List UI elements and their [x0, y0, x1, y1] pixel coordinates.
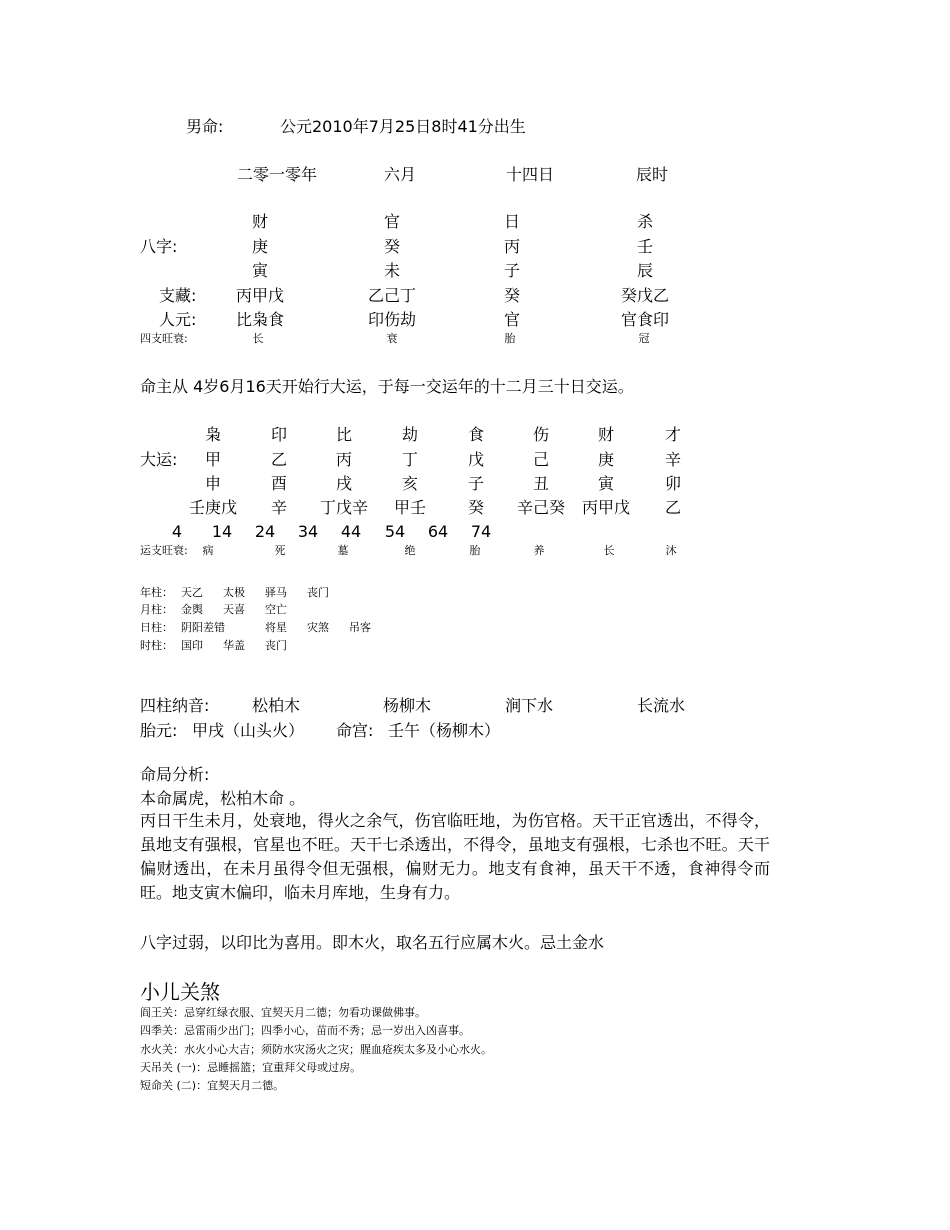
dayun-gan: 丙	[335, 450, 353, 469]
renyuan-hour: 官食印	[620, 310, 670, 329]
shensha-item: 吊客	[349, 621, 371, 634]
tiangan-year: 庚	[251, 237, 269, 256]
dayun-gan: 辛	[664, 450, 682, 469]
dayun-wangshuai: 墓	[337, 544, 349, 557]
dayun-zhi: 申	[204, 474, 222, 493]
tiangan-hour: 壬	[636, 237, 654, 256]
lunar-year: 二零一零年	[236, 165, 318, 184]
dayun-gan: 戊	[467, 450, 485, 469]
dayun-wangshuai: 绝	[404, 544, 416, 557]
dayun-shishen: 食	[467, 425, 485, 444]
taiyuan-label: 胎元:	[140, 721, 178, 740]
shensha-item: 金舆	[181, 603, 203, 616]
renyuan-month: 印伤劫	[367, 310, 417, 329]
dayun-cang: 辛己癸	[516, 498, 566, 517]
dayun-wangshuai: 死	[274, 544, 286, 557]
lunar-month: 六月	[383, 165, 417, 184]
zhicang-year: 丙甲戊	[235, 286, 285, 305]
dayun-shishen: 印	[270, 425, 288, 444]
analysis-title: 命局分析:	[140, 765, 210, 784]
dayun-cang: 癸	[467, 498, 485, 517]
guansha-line: 四季关：忌雷雨少出门；四季小心，苗而不秀；忌一岁出入凶喜事。	[140, 1024, 470, 1037]
shensha-label: 日柱：	[140, 621, 173, 634]
guansha-title: 小儿关煞	[140, 980, 220, 1004]
zhicang-label: 支藏:	[159, 286, 197, 305]
shensha-item: 驿马	[265, 586, 287, 599]
shishen-year: 财	[251, 212, 269, 231]
dayun-gan: 丁	[401, 450, 419, 469]
wangshuai-month: 衰	[386, 332, 398, 345]
dayun-gan: 己	[532, 450, 550, 469]
lunar-hour: 辰时	[635, 165, 669, 184]
dayun-gan: 乙	[270, 450, 288, 469]
shensha-item: 灾煞	[307, 621, 329, 634]
dayun-gan: 甲	[204, 450, 222, 469]
dayun-wangshuai: 长	[603, 544, 615, 557]
dayun-cang: 丙甲戊	[581, 498, 631, 517]
analysis-zodiac: 本命属虎，松柏木命 。	[140, 789, 306, 808]
dayun-wangshuai: 养	[533, 544, 545, 557]
dayun-age: 64	[427, 522, 449, 541]
dayun-cang: 丁戊辛	[319, 498, 369, 517]
shensha-item: 阴阳差错	[181, 621, 225, 634]
tiangan-month: 癸	[383, 237, 401, 256]
dizhi-day: 子	[503, 261, 521, 280]
nayin-label: 四柱纳音:	[140, 696, 210, 715]
shensha-item: 天喜	[223, 603, 245, 616]
guansha-line: 水火关：水火小心大吉；须防水灾汤火之灾；腥血疮疾太多及小心水火。	[140, 1043, 492, 1056]
shishen-hour: 杀	[636, 212, 654, 231]
dayun-age: 14	[211, 522, 233, 541]
shensha-item: 华盖	[223, 639, 245, 652]
shensha-item: 太极	[223, 586, 245, 599]
dizhi-month: 未	[383, 261, 401, 280]
shensha-item: 将星	[265, 621, 287, 634]
dayun-intro: 命主从 4岁6月16天开始行大运，于每一交运年的十二月三十日交运。	[140, 377, 634, 396]
shensha-label: 时柱：	[140, 639, 173, 652]
dayun-shishen: 财	[597, 425, 615, 444]
guansha-line: 阎王关：忌穿红绿衣服、宜契天月二德；勿看功课做佛事。	[140, 1006, 426, 1019]
dayun-zhi: 酉	[270, 474, 288, 493]
gender-label: 男命:	[186, 117, 224, 136]
shensha-item: 天乙	[181, 586, 203, 599]
dayun-wangshuai: 沐	[665, 544, 677, 557]
tiangan-day: 丙	[503, 237, 521, 256]
dayun-label: 大运:	[140, 450, 178, 469]
dayun-wangshuai-label: 运支旺衰:	[140, 544, 188, 557]
dayun-shishen: 枭	[204, 425, 222, 444]
dayun-shishen: 比	[335, 425, 353, 444]
wangshuai-label: 四支旺衰:	[140, 332, 188, 345]
nayin-month: 杨柳木	[383, 696, 432, 715]
guansha-line: 天吊关 (一)：忌睡摇篮；宜重拜父母或过房。	[140, 1061, 362, 1074]
dayun-cang: 甲壬	[393, 498, 427, 517]
renyuan-label: 人元:	[159, 310, 197, 329]
shensha-item: 国印	[181, 639, 203, 652]
dizhi-hour: 辰	[636, 261, 654, 280]
analysis-conclusion: 八字过弱，以印比为喜用。即木火，取名五行应属木火。忌土金水	[140, 933, 605, 952]
guansha-line: 短命关 (二)：宜契天月二德。	[140, 1079, 285, 1092]
shensha-item: 丧门	[265, 639, 287, 652]
analysis-paragraph: 丙日干生未月，处衰地，得火之余气，伤官临旺地，为伤官格。天干正官透出，不得令，虽地支有强根，官星也不旺。天干七杀透出，不得令，虽地支有强根，七杀也不旺。天干偏财透出，在未月虽得令但无强根，偏财无力。地支有食神，虽天干不透，食神得令而旺。地支寅木偏印，临未月库地，生身有力。	[140, 811, 770, 902]
dayun-cang: 辛	[270, 498, 288, 517]
renyuan-year: 比枭食	[235, 310, 285, 329]
lunar-day: 十四日	[505, 165, 555, 184]
wangshuai-year: 长	[252, 332, 264, 345]
dayun-wangshuai: 胎	[469, 544, 481, 557]
dayun-shishen: 劫	[401, 425, 419, 444]
shensha-label: 年柱：	[140, 586, 173, 599]
zhicang-hour: 癸戊乙	[620, 286, 670, 305]
dayun-age: 54	[384, 522, 406, 541]
shensha-item: 丧门	[307, 586, 329, 599]
nayin-hour: 长流水	[637, 696, 686, 715]
dayun-age: 74	[470, 522, 492, 541]
dayun-zhi: 寅	[597, 474, 615, 493]
wangshuai-day: 胎	[504, 332, 516, 345]
dayun-zhi: 卯	[664, 474, 682, 493]
dayun-shishen: 才	[664, 425, 682, 444]
dayun-age: 34	[297, 522, 319, 541]
zhicang-day: 癸	[503, 286, 521, 305]
dayun-gan: 庚	[597, 450, 615, 469]
shishen-day: 日	[503, 212, 521, 231]
dayun-cang: 乙	[664, 498, 682, 517]
taiyuan-value: 甲戌（山头火）	[192, 721, 305, 740]
dayun-age: 44	[340, 522, 362, 541]
dayun-age: 4	[171, 522, 183, 541]
dayun-age: 24	[254, 522, 276, 541]
shensha-item: 空亡	[265, 603, 287, 616]
bazi-label: 八字:	[140, 237, 178, 256]
nayin-year: 松柏木	[252, 696, 301, 715]
dayun-wangshuai: 病	[202, 544, 214, 557]
nayin-day: 涧下水	[505, 696, 554, 715]
wangshuai-hour: 冠	[638, 332, 650, 345]
renyuan-day: 官	[503, 310, 521, 329]
birth-date: 公元2010年7月25日8时41分出生	[280, 117, 526, 136]
minggong-value: 壬午（杨柳木）	[388, 721, 501, 740]
dayun-zhi: 亥	[401, 474, 419, 493]
dayun-zhi: 戌	[335, 474, 353, 493]
shishen-month: 官	[383, 212, 401, 231]
minggong-label: 命宫:	[336, 721, 374, 740]
dayun-cang: 壬庚戊	[188, 498, 238, 517]
dizhi-year: 寅	[251, 261, 269, 280]
dayun-shishen: 伤	[532, 425, 550, 444]
dayun-zhi: 子	[467, 474, 485, 493]
dayun-zhi: 丑	[532, 474, 550, 493]
zhicang-month: 乙己丁	[367, 286, 417, 305]
shensha-label: 月柱：	[140, 603, 173, 616]
